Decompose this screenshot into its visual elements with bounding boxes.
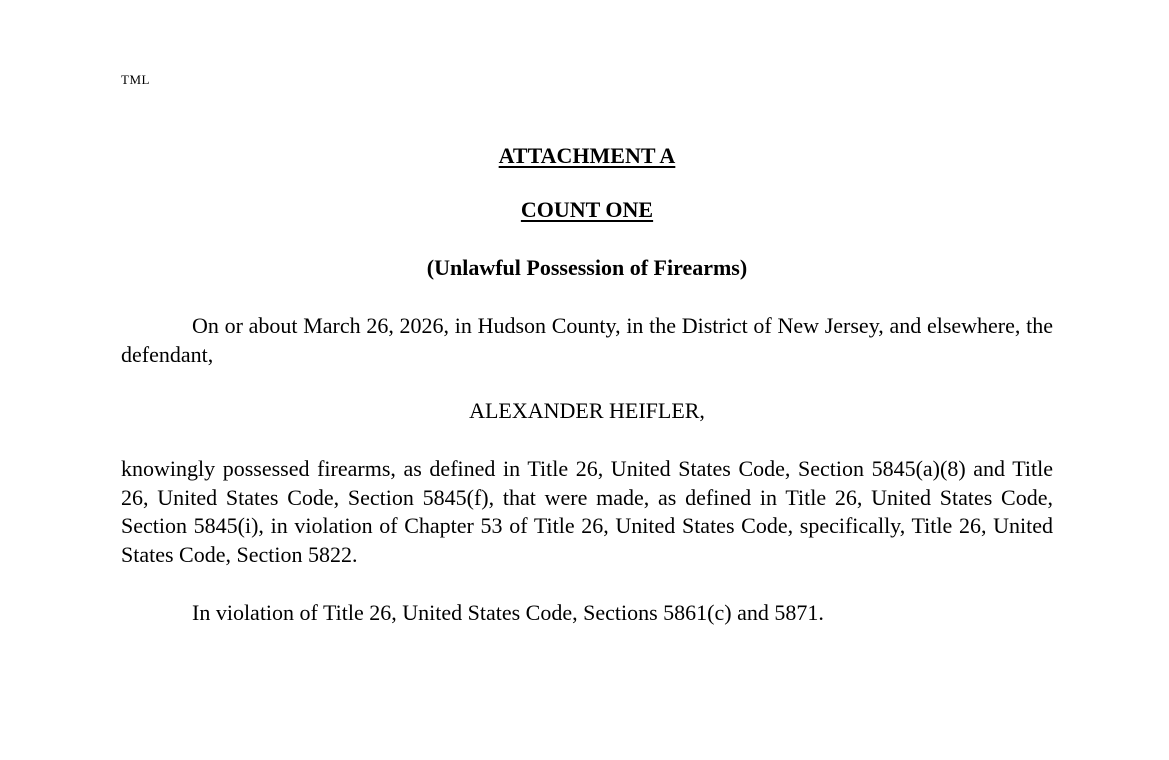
attachment-heading: ATTACHMENT A xyxy=(498,143,676,168)
defendant-name: ALEXANDER HEIFLER, xyxy=(469,398,705,423)
violation-paragraph: In violation of Title 26, United States Code, Sections 5861(c) and 5871. xyxy=(192,600,824,625)
count-subtitle: (Unlawful Possession of Firearms) xyxy=(426,255,748,280)
author-initials: TML xyxy=(121,72,150,87)
charge-paragraph: knowingly possessed firearms, as defined in Title 26, United States Code, Section 5845(a)(8) and Title 26, United States Code, Section 5845(f), that were made, as defined in Title 26, United States Code, Section 5845(i), in violation of Chapter 53 of Title 26, United States Code, specifically, Title 26, United States Code, Section 5822. xyxy=(121,456,1053,568)
intro-paragraph: On or about March 26, 2026, in Hudson County, in the District of New Jersey, and elsewhere, the defendant, xyxy=(121,313,1053,367)
count-heading: COUNT ONE xyxy=(520,197,654,222)
